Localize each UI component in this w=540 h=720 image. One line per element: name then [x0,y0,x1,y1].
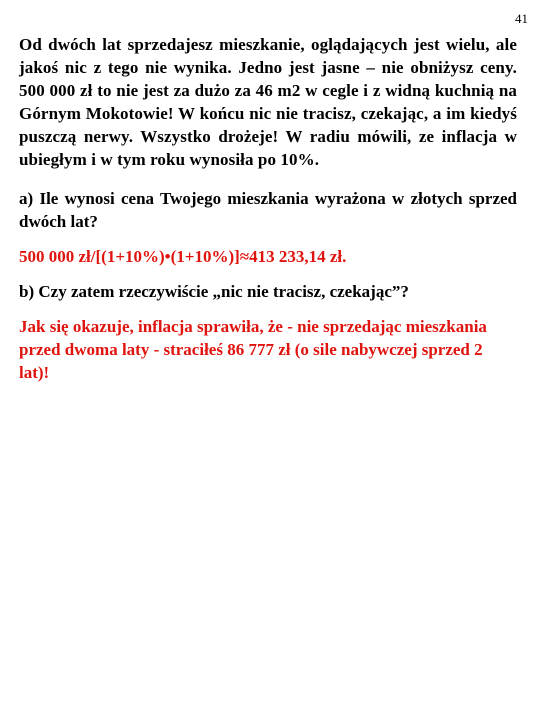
answer-b: Jak się okazuje, inflacja sprawiła, że - nie sprzedając mieszkania przed dwoma laty - straciłeś 86 777 zł (o sile nabywczej sprzed 2 lat)! [19,317,487,382]
question-a: a) Ile wynosi cena Twojego mieszkania wyrażona w złotych sprzed dwóch lat? [19,189,517,231]
page-number: 41 [515,11,528,26]
answer-a: 500 000 zł/[(1+10%)•(1+10%)]≈413 233,14 zł. [19,247,347,266]
intro-paragraph: Od dwóch lat sprzedajesz mieszkanie, oglądających jest wielu, ale jakoś nic z tego nie wynika. Jedno jest jasne – nie obniżysz ceny. 500 000 zł to nie jest za dużo za 46 m2 w cegle i z widną kuchnią na Górnym Mokotowie! W końcu nic nie tracisz, czekając, a im kiedyś puszczą nerwy. Wszystko drożeje! W radiu mówili, ze inflacja w ubiegłym i w tym roku wynosiła po 10%. [19,35,517,169]
question-b: b) Czy zatem rzeczywiście „nic nie tracisz, czekając”? [19,282,409,301]
document-content [19,33,517,384]
